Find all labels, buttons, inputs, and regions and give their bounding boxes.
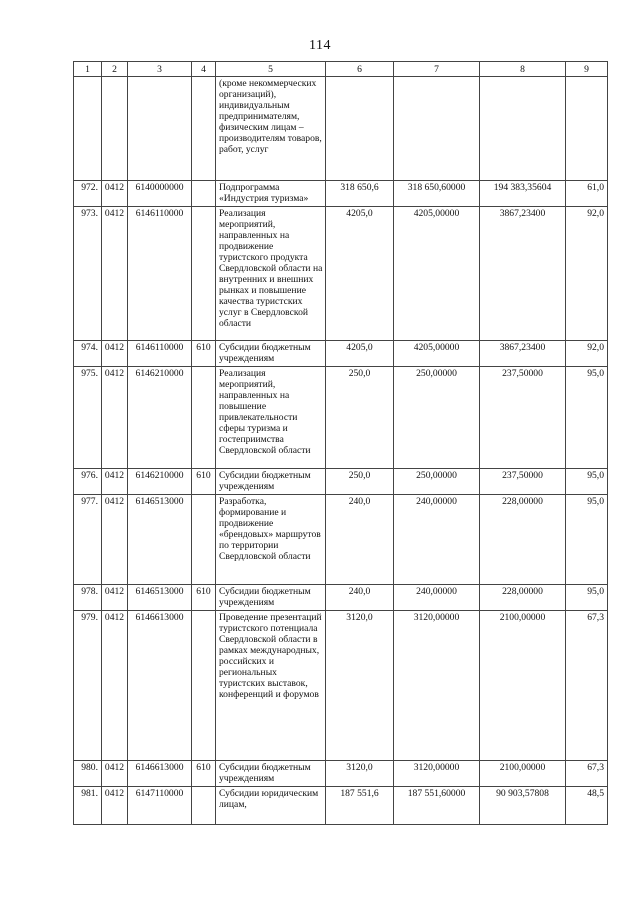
row-number: 979. <box>74 611 102 761</box>
row-number: 975. <box>74 367 102 469</box>
expense-type-code: 610 <box>192 585 216 611</box>
table-row <box>74 495 608 585</box>
execution-percent: 92,0 <box>566 207 608 341</box>
adjusted-amount: 240,00000 <box>394 585 480 611</box>
item-name: Субсидии бюджетным учреждениям <box>216 761 326 787</box>
target-article-code: 6146613000 <box>128 761 192 787</box>
item-name: Проведение презентаций туристского потенциала Свердловской области в рамках международных, российских и региональных туристских выставок, конференций и форумов <box>216 611 326 761</box>
target-article-code: 6147110000 <box>128 787 192 825</box>
item-name: Подпрограмма «Индустрия туризма» <box>216 181 326 207</box>
approved-amount <box>326 77 394 181</box>
expense-type-code <box>192 207 216 341</box>
table-row <box>74 787 608 825</box>
executed-amount: 228,00000 <box>480 585 566 611</box>
approved-amount: 250,0 <box>326 367 394 469</box>
executed-amount: 228,00000 <box>480 495 566 585</box>
column-header: 3 <box>128 62 192 77</box>
execution-percent: 67,3 <box>566 611 608 761</box>
target-article-code: 6146110000 <box>128 207 192 341</box>
approved-amount: 250,0 <box>326 469 394 495</box>
expense-type-code: 610 <box>192 761 216 787</box>
expense-type-code <box>192 181 216 207</box>
item-name: Разработка, формирование и продвижение «брендовых» маршрутов по территории Свердловской области <box>216 495 326 585</box>
adjusted-amount: 240,00000 <box>394 495 480 585</box>
executed-amount <box>480 77 566 181</box>
column-header: 8 <box>480 62 566 77</box>
column-header: 2 <box>102 62 128 77</box>
table-row <box>74 207 608 341</box>
row-number: 976. <box>74 469 102 495</box>
section-code: 0412 <box>102 207 128 341</box>
expense-type-code: 610 <box>192 341 216 367</box>
target-article-code: 6146110000 <box>128 341 192 367</box>
target-article-code: 6146513000 <box>128 585 192 611</box>
target-article-code <box>128 77 192 181</box>
adjusted-amount: 250,00000 <box>394 469 480 495</box>
approved-amount: 240,0 <box>326 585 394 611</box>
row-number: 973. <box>74 207 102 341</box>
table-row <box>74 341 608 367</box>
column-header: 5 <box>216 62 326 77</box>
execution-percent: 95,0 <box>566 495 608 585</box>
executed-amount: 90 903,57808 <box>480 787 566 825</box>
section-code: 0412 <box>102 367 128 469</box>
target-article-code: 6140000000 <box>128 181 192 207</box>
table-body <box>74 77 608 825</box>
column-header: 6 <box>326 62 394 77</box>
execution-percent <box>566 77 608 181</box>
adjusted-amount: 3120,00000 <box>394 761 480 787</box>
execution-percent: 95,0 <box>566 469 608 495</box>
executed-amount: 194 383,35604 <box>480 181 566 207</box>
table-row <box>74 77 608 181</box>
item-name: Субсидии бюджетным учреждениям <box>216 469 326 495</box>
row-number: 980. <box>74 761 102 787</box>
row-number: 974. <box>74 341 102 367</box>
table-row <box>74 181 608 207</box>
expense-type-code <box>192 495 216 585</box>
row-number <box>74 77 102 181</box>
execution-percent: 67,3 <box>566 761 608 787</box>
approved-amount: 187 551,6 <box>326 787 394 825</box>
budget-table <box>73 61 608 825</box>
row-number: 981. <box>74 787 102 825</box>
expense-type-code <box>192 77 216 181</box>
item-name: Реализация мероприятий, направленных на повышение привлекательности сферы туризма и гостеприимства Свердловской области <box>216 367 326 469</box>
item-name: Субсидии бюджетным учреждениям <box>216 341 326 367</box>
expense-type-code <box>192 611 216 761</box>
executed-amount: 3867,23400 <box>480 207 566 341</box>
approved-amount: 4205,0 <box>326 207 394 341</box>
table-row <box>74 469 608 495</box>
column-header: 9 <box>566 62 608 77</box>
row-number: 972. <box>74 181 102 207</box>
adjusted-amount: 187 551,60000 <box>394 787 480 825</box>
target-article-code: 6146513000 <box>128 495 192 585</box>
approved-amount: 3120,0 <box>326 761 394 787</box>
adjusted-amount: 318 650,60000 <box>394 181 480 207</box>
section-code: 0412 <box>102 495 128 585</box>
approved-amount: 4205,0 <box>326 341 394 367</box>
table-row <box>74 761 608 787</box>
execution-percent: 48,5 <box>566 787 608 825</box>
page-number: 114 <box>309 38 331 53</box>
execution-percent: 95,0 <box>566 585 608 611</box>
approved-amount: 240,0 <box>326 495 394 585</box>
expense-type-code <box>192 787 216 825</box>
expense-type-code <box>192 367 216 469</box>
section-code: 0412 <box>102 181 128 207</box>
section-code <box>102 77 128 181</box>
approved-amount: 318 650,6 <box>326 181 394 207</box>
item-name: Субсидии юридическим лицам, <box>216 787 326 825</box>
executed-amount: 237,50000 <box>480 469 566 495</box>
adjusted-amount <box>394 77 480 181</box>
table-row <box>74 611 608 761</box>
section-code: 0412 <box>102 585 128 611</box>
execution-percent: 92,0 <box>566 341 608 367</box>
section-code: 0412 <box>102 341 128 367</box>
row-number: 978. <box>74 585 102 611</box>
target-article-code: 6146210000 <box>128 367 192 469</box>
item-name: Реализация мероприятий, направленных на продвижение туристского продукта Свердловской области на внутренних и внешних рынках и повышение качества туристских услуг в Свердловской области <box>216 207 326 341</box>
section-code: 0412 <box>102 787 128 825</box>
row-number: 977. <box>74 495 102 585</box>
item-name: Субсидии бюджетным учреждениям <box>216 585 326 611</box>
executed-amount: 237,50000 <box>480 367 566 469</box>
executed-amount: 2100,00000 <box>480 761 566 787</box>
adjusted-amount: 4205,00000 <box>394 341 480 367</box>
section-code: 0412 <box>102 611 128 761</box>
target-article-code: 6146613000 <box>128 611 192 761</box>
table-row <box>74 585 608 611</box>
executed-amount: 3867,23400 <box>480 341 566 367</box>
executed-amount: 2100,00000 <box>480 611 566 761</box>
table-row <box>74 367 608 469</box>
column-header: 7 <box>394 62 480 77</box>
section-code: 0412 <box>102 469 128 495</box>
execution-percent: 95,0 <box>566 367 608 469</box>
execution-percent: 61,0 <box>566 181 608 207</box>
column-header: 1 <box>74 62 102 77</box>
approved-amount: 3120,0 <box>326 611 394 761</box>
target-article-code: 6146210000 <box>128 469 192 495</box>
expense-type-code: 610 <box>192 469 216 495</box>
section-code: 0412 <box>102 761 128 787</box>
item-name: (кроме некоммерческих организаций), индивидуальным предпринимателям, физическим лицам – производителям товаров, работ, услуг <box>216 77 326 181</box>
adjusted-amount: 250,00000 <box>394 367 480 469</box>
column-header: 4 <box>192 62 216 77</box>
column-number-row <box>74 62 608 77</box>
adjusted-amount: 3120,00000 <box>394 611 480 761</box>
adjusted-amount: 4205,00000 <box>394 207 480 341</box>
